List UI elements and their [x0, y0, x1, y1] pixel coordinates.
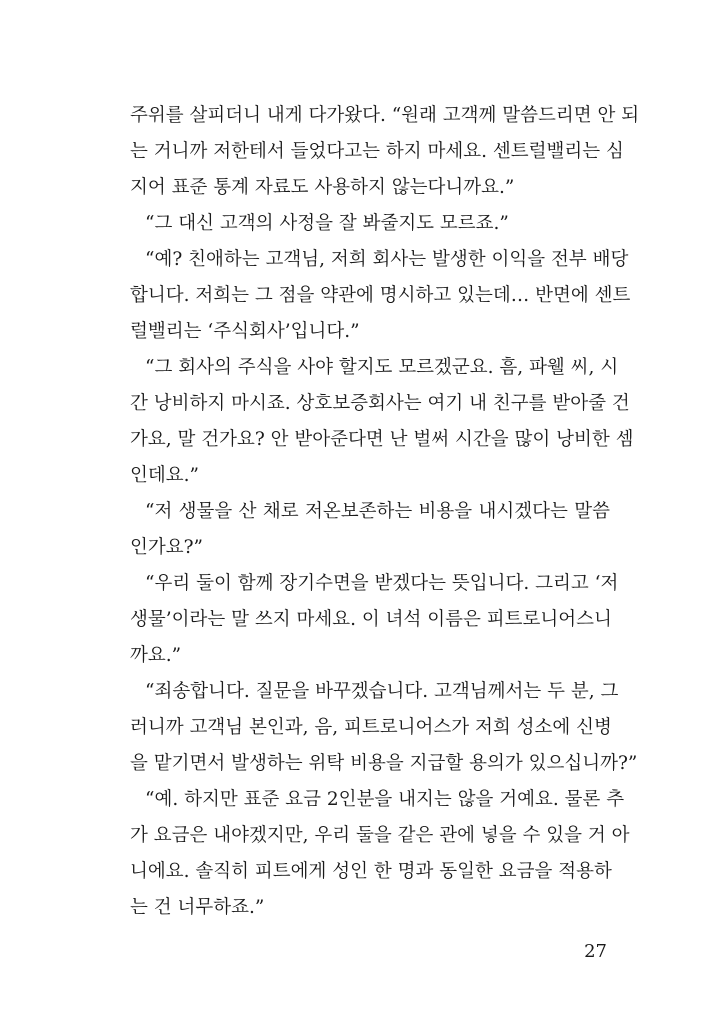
- text-line: “그 대신 고객의 사정을 잘 봐줄지도 모르죠.”: [145, 213, 509, 234]
- text-line: 는 건 너무하죠.”: [130, 897, 265, 918]
- text-line: 간 낭비하지 마시죠. 상호보증회사는 여기 내 친구를 받아줄 건: [130, 393, 630, 414]
- text-line: “그 회사의 주식을 사야 할지도 모르겠군요. 흠, 파웰 씨, 시: [145, 357, 619, 378]
- text-line: 인데요.”: [130, 465, 199, 486]
- text-line: 주위를 살피더니 내게 다가왔다. “원래 고객께 말씀드리면 안 되: [130, 105, 640, 126]
- text-line: “우리 둘이 함께 장기수면을 받겠다는 뜻입니다. 그리고 ‘저: [145, 573, 619, 594]
- text-line: “예. 하지만 표준 요금 2인분을 내지는 않을 거예요. 물론 추: [145, 789, 625, 810]
- text-line: 까요.”: [130, 645, 182, 666]
- text-line: 지어 표준 통계 자료도 사용하지 않는다니까요.”: [130, 177, 515, 198]
- text-line: 가 요금은 내야겠지만, 우리 둘을 같은 관에 넣을 수 있을 거 아: [130, 825, 630, 846]
- text-line: 는 거니까 저한테서 들었다고는 하지 마세요. 센트럴밸리는 심: [130, 141, 624, 162]
- text-line: 을 맡기면서 발생하는 위탁 비용을 지급할 용의가 있으십니까?”: [130, 753, 638, 774]
- text-line: 인가요?”: [130, 537, 203, 558]
- text-line: 럴밸리는 ‘주식회사’입니다.”: [130, 321, 360, 342]
- text-line: “저 생물을 산 채로 저온보존하는 비용을 내시겠다는 말씀: [145, 501, 610, 522]
- text-line: 가요, 말 건가요? 안 받아준다면 난 벌써 시간을 많이 낭비한 셈: [130, 429, 634, 450]
- text-line: 생물’이라는 말 쓰지 마세요. 이 녀석 이름은 피트로니어스니: [130, 609, 612, 630]
- page-number: 27: [584, 941, 607, 962]
- text-line: 러니까 고객님 본인과, 음, 피트로니어스가 저희 성소에 신병: [130, 717, 612, 738]
- text-line: “예? 친애하는 고객님, 저희 회사는 발생한 이익을 전부 배당: [145, 249, 629, 270]
- text-line: 니에요. 솔직히 피트에게 성인 한 명과 동일한 요금을 적용하: [130, 861, 612, 882]
- text-line: 합니다. 저희는 그 점을 약관에 명시하고 있는데… 반면에 센트: [130, 285, 631, 306]
- text-line: “죄송합니다. 질문을 바꾸겠습니다. 고객님께서는 두 분, 그: [145, 681, 619, 702]
